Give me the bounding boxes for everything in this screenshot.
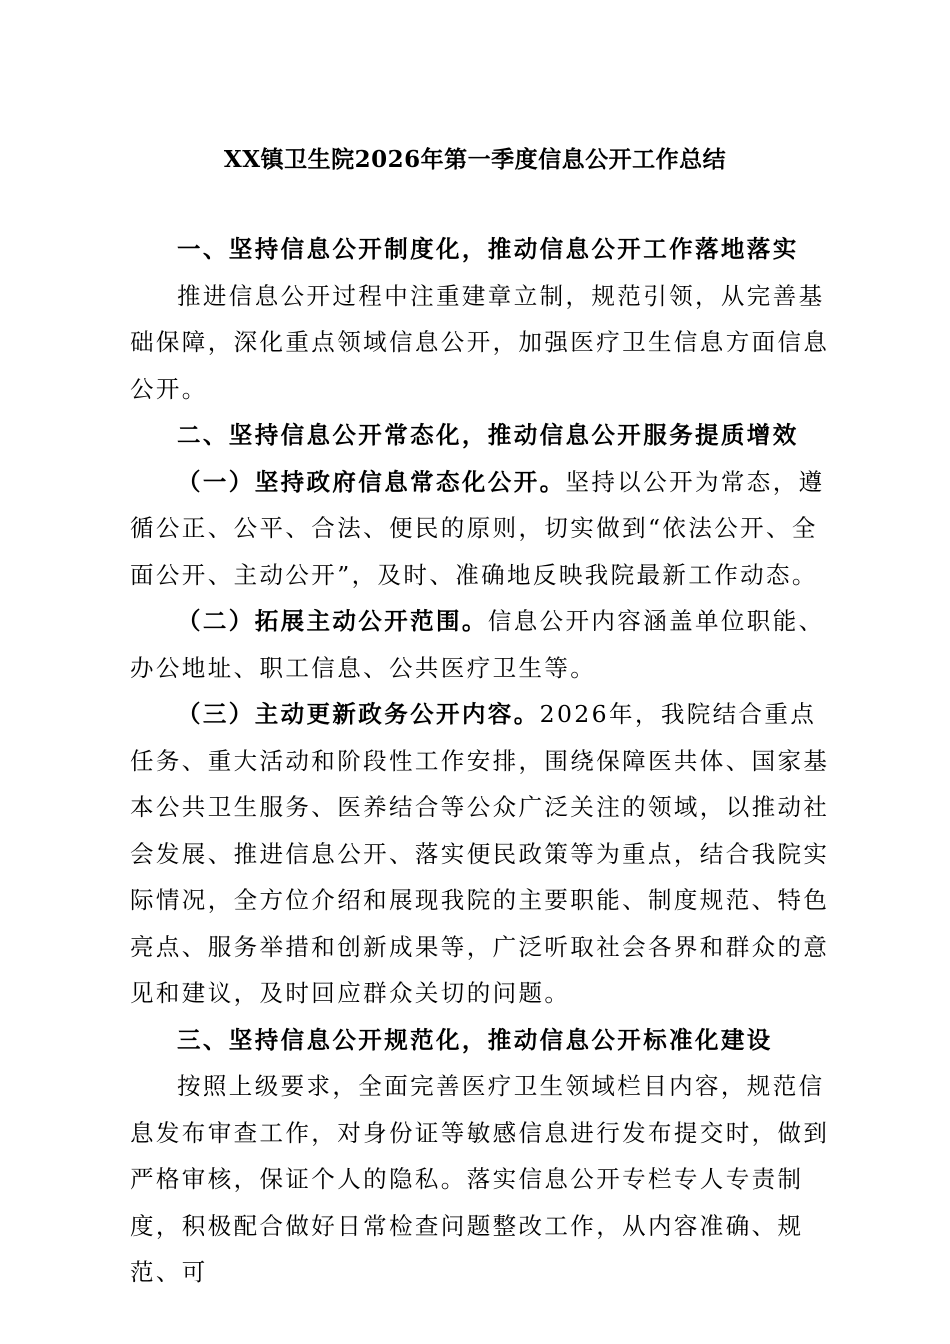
section-item-3 <box>130 691 830 1017</box>
section-item-2 <box>130 598 830 691</box>
document-title: XX镇卫生院2026年第一季度信息公开工作总结 <box>223 146 727 173</box>
section-paragraph-3: 按照上级要求，全面完善医疗卫生领域栏目内容，规范信息发布审查工作，对身份证等敏感信息进行发布提交时，做到严格审核，保证个人的隐私。落实信息公开专栏专人专责制度，积极配合做好日常检查问题整改工作，从内容准确、规范、可 <box>130 1072 830 1286</box>
item-lead-2: （二）拓展主动公开范围。 <box>177 607 488 635</box>
item-text-2: 信息公开内容涵盖单位职能、办公地址、职工信息、公共医疗卫生等。 <box>130 607 825 682</box>
item-lead-3: （三）主动更新政务公开内容。 <box>177 700 540 728</box>
document-body <box>130 226 830 1296</box>
section-heading-3: 三、坚持信息公开规范化，推动信息公开标准化建设 <box>177 1025 773 1054</box>
section-item-1 <box>130 459 830 599</box>
item-lead-1: （一）坚持政府信息常态化公开。 <box>177 467 566 496</box>
item-text-3: 2026年，我院结合重点任务、重大活动和阶段性工作安排，围绕保障医共体、国家基本公共卫生服务、医养结合等公众广泛关注的领域，以推动社会发展、推进信息公开、落实便民政策等为重点，结合我院实际情况，全方位介绍和展现我院的主要职能、制度规范、特色亮点、服务举措和创新成果等，广泛听取社会各界和群众的意见和建议，及时回应群众关切的问题。 <box>130 700 830 1007</box>
section-heading-2: 二、坚持信息公开常态化，推动信息公开服务提质增效 <box>177 421 799 449</box>
item-text-1: 坚持以公开为常态，遵循公正、公平、合法、便民的原则，切实做到“依法公开、全面公开、主动公开”，及时、准确地反映我院最新工作动态。 <box>130 467 825 589</box>
section-paragraph-1: 推进信息公开过程中注重建章立制，规范引领，从完善基础保障，深化重点领域信息公开，加强医疗卫生信息方面信息公开。 <box>130 281 830 403</box>
section-heading-1: 一、坚持信息公开制度化，推动信息公开工作落地落实 <box>177 235 799 263</box>
